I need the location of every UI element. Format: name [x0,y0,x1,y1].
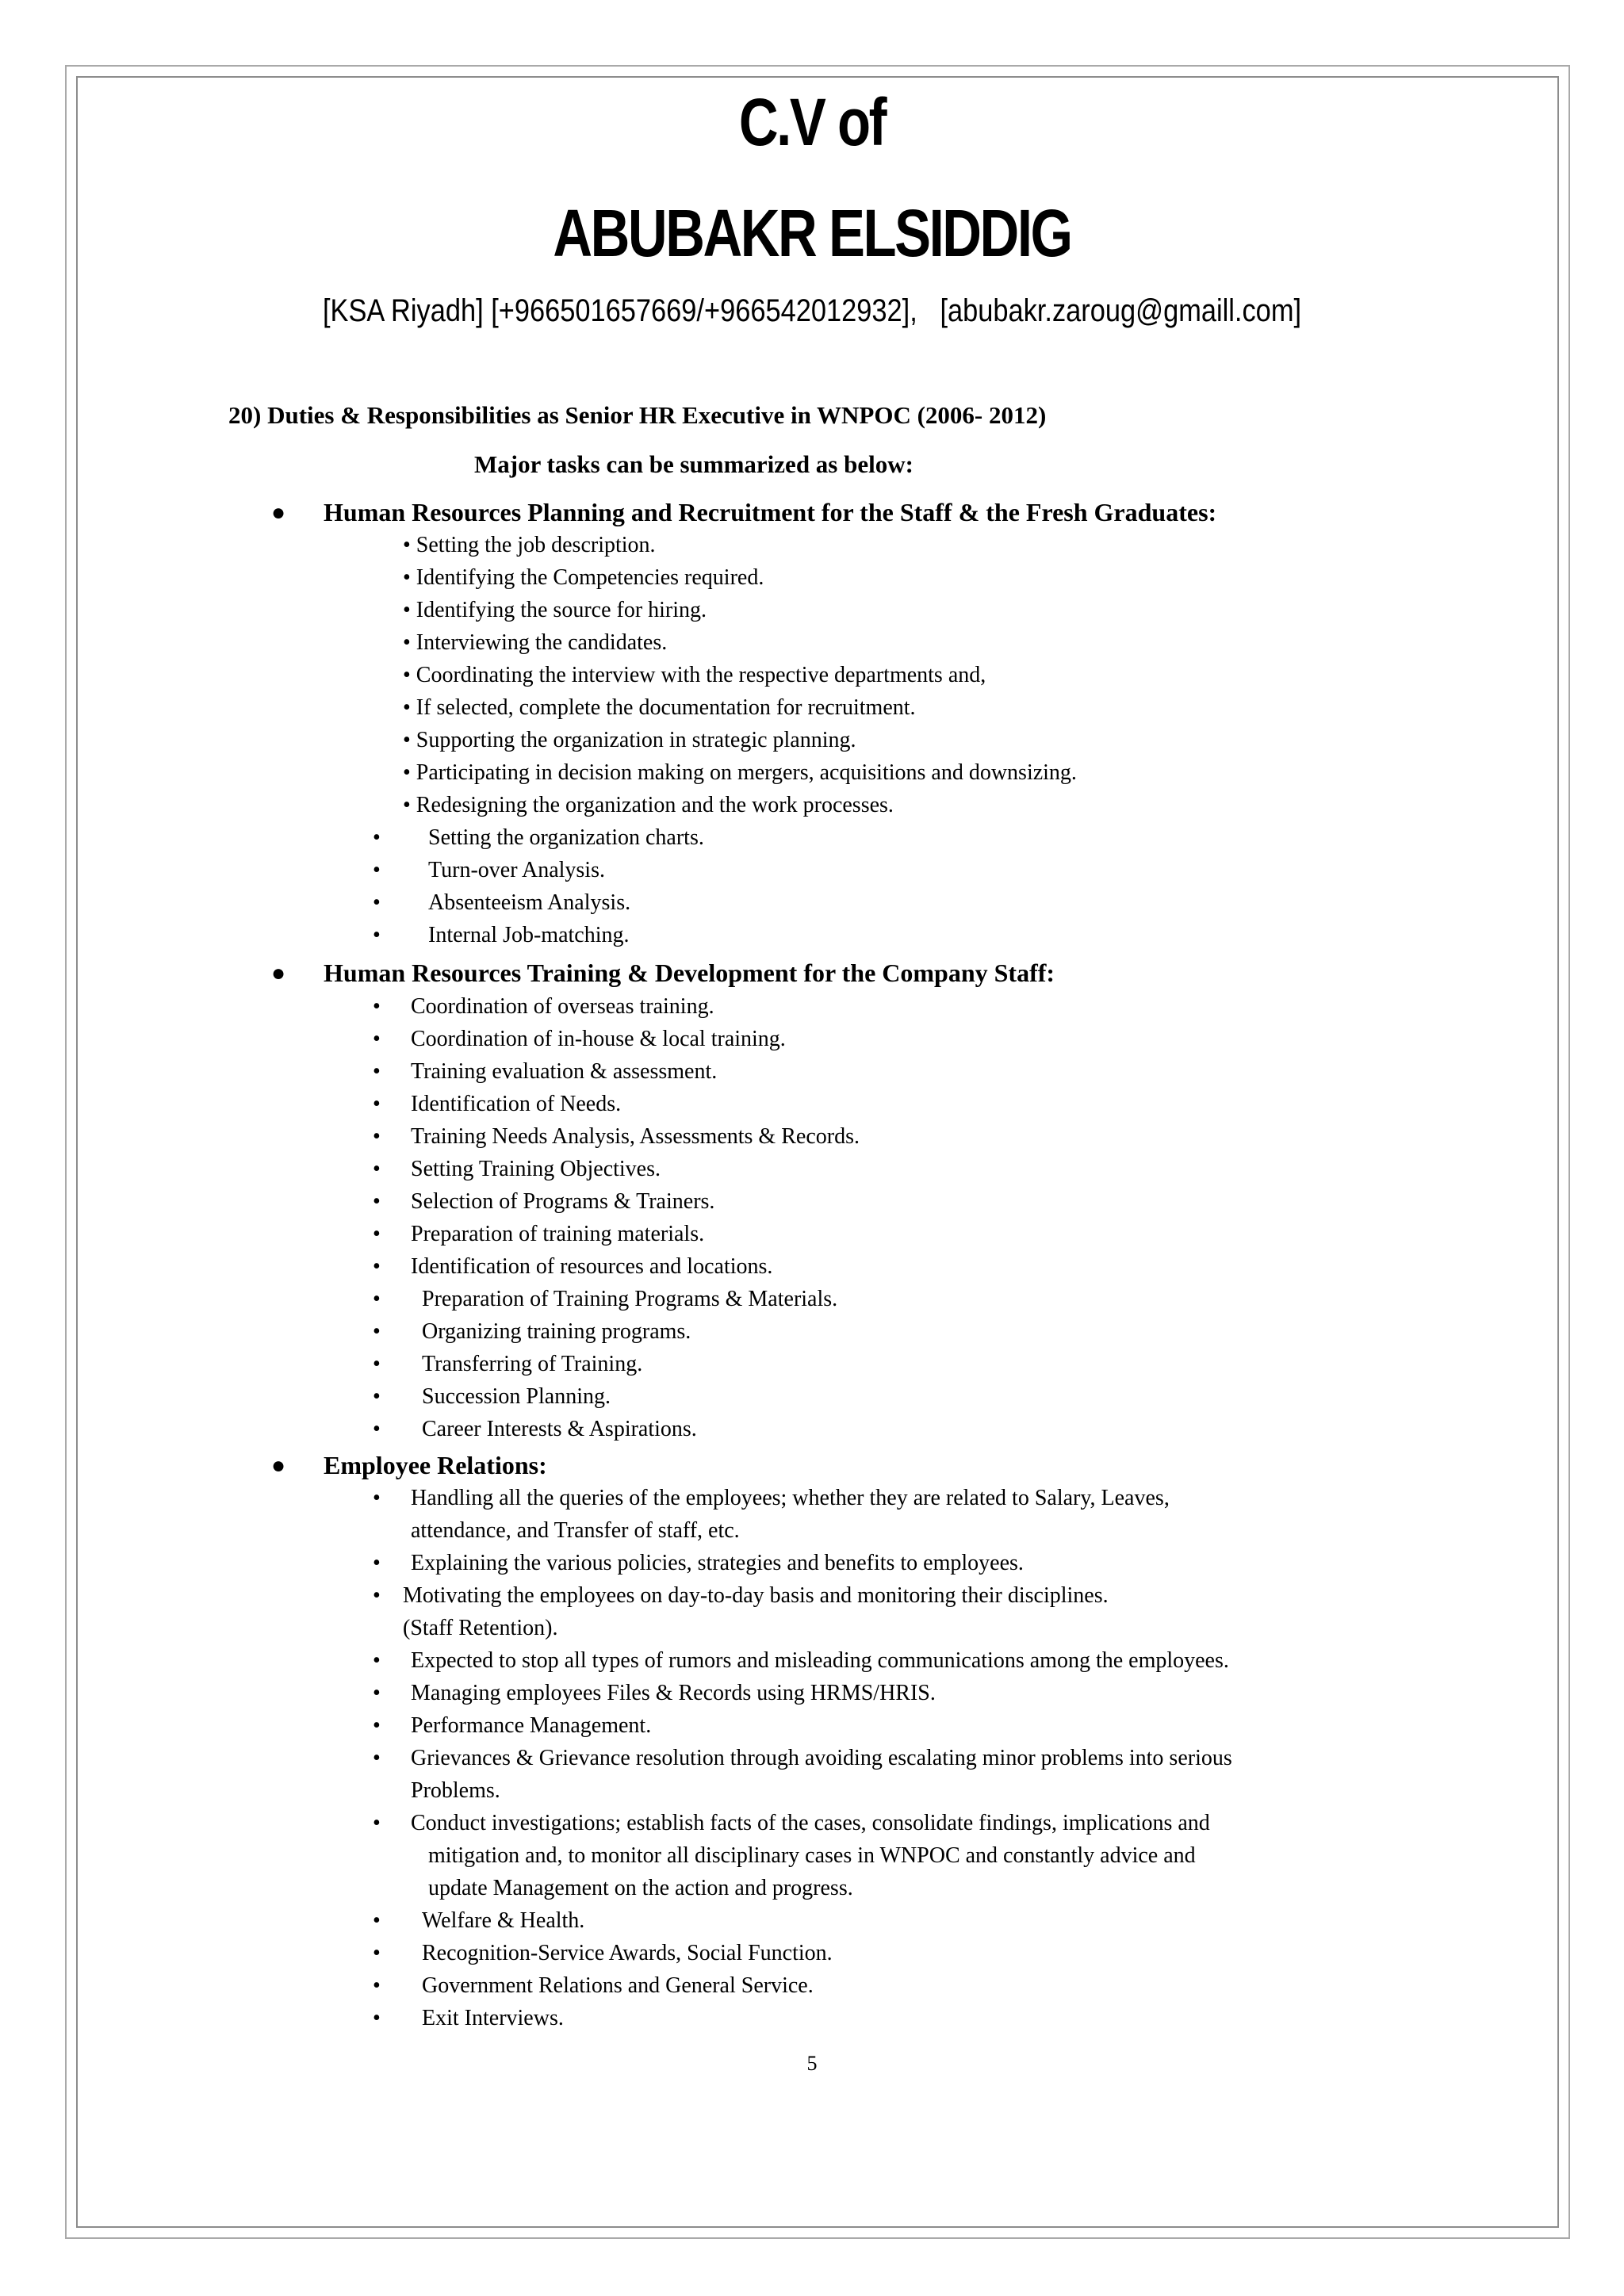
list-item: Welfare & Health. [422,1908,585,1933]
section-heading: 20) Duties & Responsibilities as Senior HR Executive in WNPOC (2006- 2012) [228,401,1047,429]
list-item: Training Needs Analysis, Assessments & Records. [411,1124,860,1149]
list-item: Training evaluation & assessment. [411,1059,718,1084]
list-item: update Management on the action and progress. [428,1876,853,1900]
list-item: • Supporting the organization in strategic planning. [403,728,856,752]
list-item: Explaining the various policies, strategies and benefits to employees. [411,1551,1024,1575]
bullet-icon: • [373,1681,381,1705]
list-item: Absenteeism Analysis. [428,890,631,915]
list-item: • Interviewing the candidates. [403,630,668,655]
list-item: • Participating in decision making on mergers, acquisitions and downsizing. [403,760,1077,785]
list-item: attendance, and Transfer of staff, etc. [411,1518,740,1543]
list-item: Coordination of in-house & local training. [411,1027,786,1051]
list-item: Government Relations and General Service. [422,1973,814,1998]
list-item: Identification of resources and locations. [411,1254,773,1279]
bullet-icon: • [373,825,381,850]
bullet-icon: • [373,1287,381,1311]
bullet-icon: • [373,1908,381,1933]
list-item: Transferring of Training. [422,1352,643,1376]
list-item: Problems. [411,1778,500,1803]
list-item: • Setting the job description. [403,533,656,557]
list-item: Exit Interviews. [422,2006,564,2030]
list-item: Succession Planning. [422,1384,611,1409]
hr-planning-title: Human Resources Planning and Recruitment for the Staff & the Fresh Graduates: [324,498,1217,526]
list-item: Preparation of training materials. [411,1222,705,1246]
list-item: • Identifying the source for hiring. [403,598,707,622]
list-item: Motivating the employees on day-to-day basis and monitoring their disciplines. [403,1583,1109,1608]
bullet-icon: • [373,1157,381,1181]
list-item: Internal Job-matching. [428,923,630,947]
bullet-icon: • [373,1583,381,1608]
bullet-icon: • [373,1648,381,1673]
list-item: Preparation of Training Programs & Materials. [422,1287,838,1311]
bullet-icon: • [373,1941,381,1965]
bullet-icon: • [373,1352,381,1376]
bullet-icon: • [373,1384,381,1409]
list-item: • Redesigning the organization and the work processes. [403,793,894,817]
list-item: Setting Training Objectives. [411,1157,661,1181]
bullet-icon: • [373,1746,381,1770]
cv-name: ABUBAKR ELSIDDIG [553,196,1071,270]
bullet-icon: • [373,1319,381,1344]
bullet-icon: • [373,923,381,947]
bullet-icon: • [373,890,381,915]
list-item: Managing employees Files & Records using HRMS/HRIS. [411,1681,936,1705]
list-item: Grievances & Grievance resolution through avoiding escalating minor problems into serious [411,1746,1232,1770]
bullet-icon: • [373,1222,381,1246]
list-item: Recognition-Service Awards, Social Function. [422,1941,833,1965]
bullet-icon: • [373,1551,381,1575]
bullet-icon: ● [271,499,286,526]
bullet-icon: ● [271,1452,286,1479]
bullet-icon: • [373,2006,381,2030]
list-item: Organizing training programs. [422,1319,691,1344]
list-item: mitigation and, to monitor all disciplinary cases in WNPOC and constantly advice and [428,1843,1196,1868]
list-item: (Staff Retention). [403,1616,558,1640]
list-item: • Identifying the Competencies required. [403,565,764,590]
bullet-icon: • [373,1092,381,1116]
bullet-icon: • [373,1973,381,1998]
bullet-icon: • [373,1417,381,1441]
bullet-icon: • [373,1811,381,1835]
list-item: Turn-over Analysis. [428,858,605,882]
bullet-icon: • [373,1486,381,1510]
list-item: Performance Management. [411,1713,652,1738]
page-border-inner [76,76,1559,2228]
list-item: • If selected, complete the documentation for recruitment. [403,695,916,720]
page-number: 5 [806,2052,818,2075]
relations-title: Employee Relations: [324,1451,547,1479]
section-subheading: Major tasks can be summarized as below: [474,450,914,478]
bullet-icon: • [373,1027,381,1051]
bullet-icon: • [373,1189,381,1214]
bullet-icon: • [373,1713,381,1738]
list-item: Coordination of overseas training. [411,994,714,1019]
bullet-icon: • [373,1254,381,1279]
list-item: Identification of Needs. [411,1092,622,1116]
list-item: Setting the organization charts. [428,825,704,850]
cv-title: C.V of [738,85,886,159]
training-title: Human Resources Training & Development for the Company Staff: [324,959,1055,987]
list-item: Conduct investigations; establish facts of the cases, consolidate findings, implications and [411,1811,1210,1835]
list-item: • Coordinating the interview with the respective departments and, [403,663,986,687]
contact-info: [KSA Riyadh] [+966501657669/+966542012932], [abubakr.zaroug@gmaill.com] [322,293,1302,328]
bullet-icon: ● [271,960,286,986]
bullet-icon: • [373,1059,381,1084]
list-item: Handling all the queries of the employees; whether they are related to Salary, Leaves, [411,1486,1170,1510]
list-item: Selection of Programs & Trainers. [411,1189,715,1214]
list-item: Expected to stop all types of rumors and misleading communications among the employees. [411,1648,1229,1673]
bullet-icon: • [373,1124,381,1149]
bullet-icon: • [373,994,381,1019]
list-item: Career Interests & Aspirations. [422,1417,697,1441]
bullet-icon: • [373,858,381,882]
